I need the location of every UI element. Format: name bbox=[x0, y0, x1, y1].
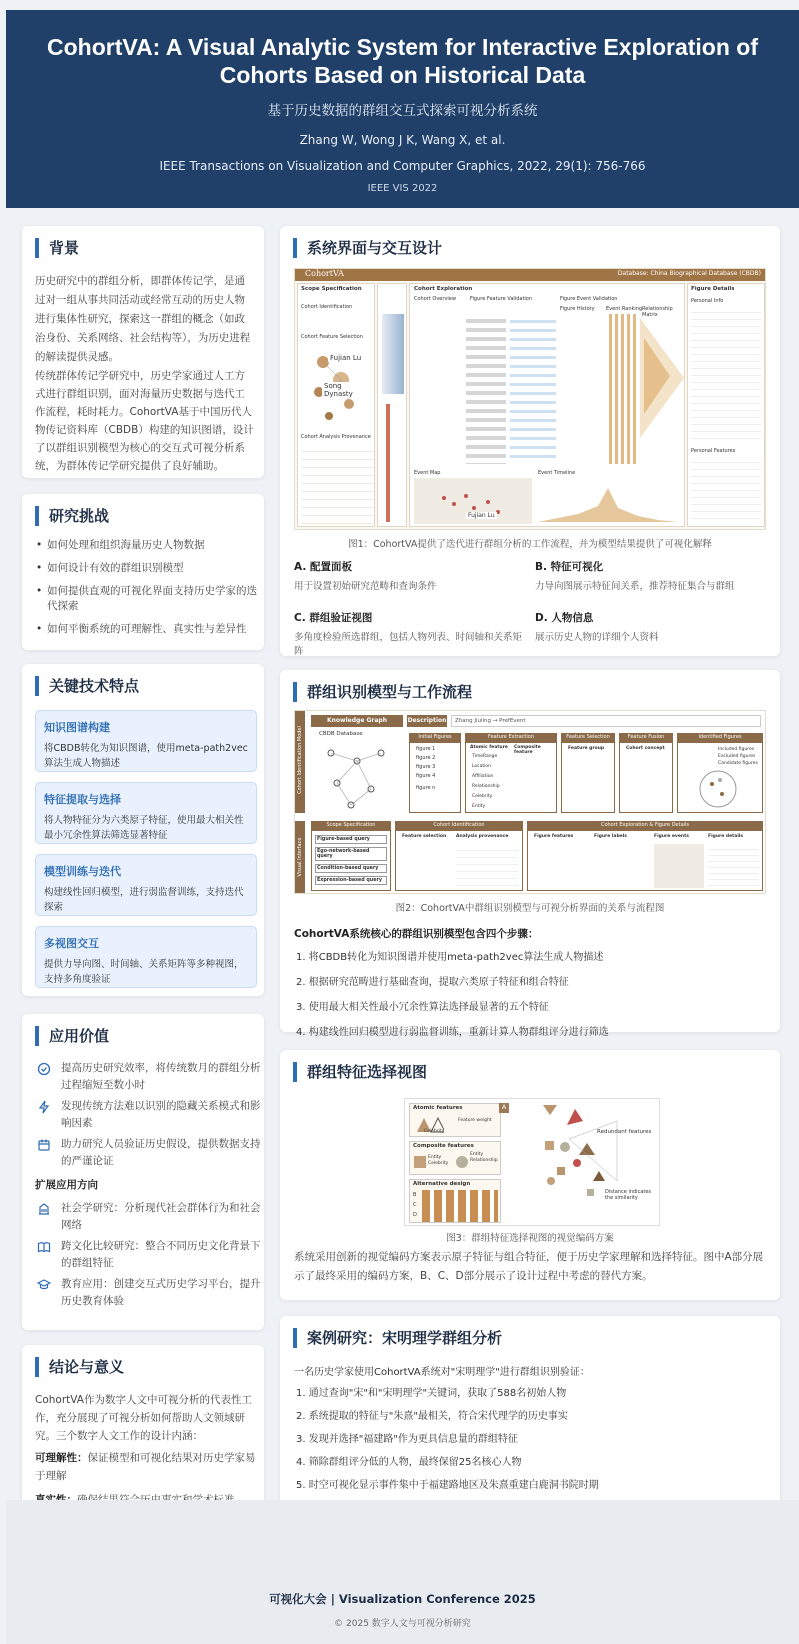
lightning-icon bbox=[37, 1100, 51, 1114]
conclusion-point: 可理解性：保证模型和可视化结果对历史学家易于理解 bbox=[35, 1452, 256, 1482]
event-timeline bbox=[538, 478, 678, 524]
workflow-figure: Cohort Identification Model Visual Interface Knowledge Graph Description Zhang Jiuling → PrefEvent CBDB Database Initial Figures figure 1 figure 2 figure 3 figure 4 figure n Feature Extraction Atomic feature Composite feature TimeRange Location Affiliation Relationship Celebrity Entity Feature Selection Feature group Feature Fusion Cohort concept Identified Figures Included figures Excluded figures Candidate figures Scope Specification Figure-based query Ego-network-based query Condition-based query Expression-based query Cohort Identification Feature selection Analysis provenance Cohort Exploration & Figure Details Figure features Figure labels Figure events Figure details bbox=[294, 710, 766, 894]
panel-c: Cohort Exploration Cohort Overview Figure Feature Validation Figure Event Validation Figure History Event Ranking Relationship Matrix Event Map Fujian Lu Event Timeline bbox=[409, 283, 685, 527]
figure-caption: 图1：CohortVA提供了迭代进行群组分析的工作流程，并为模型结果提供了可视化解释 bbox=[348, 539, 712, 550]
list-item: 3. 发现并选择"福建路"作为更具信息量的群组特征 bbox=[296, 1434, 518, 1445]
conference-name: 可视化大会 | Visualization Conference 2025 bbox=[269, 1592, 536, 1606]
interface-figure bbox=[294, 268, 766, 530]
feature-scatter bbox=[507, 1101, 657, 1225]
legend-item: C. 群组验证视图 多角度检验所选群组，包括人物列表、时间轴和关系矩阵 bbox=[294, 612, 523, 657]
feature-box bbox=[35, 710, 257, 772]
model-card bbox=[280, 670, 780, 1038]
list-item: • 如何平衡系统的可理解性、真实性与差异性 bbox=[35, 622, 257, 637]
figure-caption: 图3：群组特征选择视图的视觉编码方案 bbox=[446, 1233, 614, 1244]
building-icon bbox=[37, 1202, 51, 1216]
legend-item: B. 特征可视化 力导向图展示特征间关系，推荐特征集合与群组 bbox=[535, 561, 735, 592]
casestudy-lead: 一名历史学家使用CohortVA系统对"宋明理学"进行群组识别验证： bbox=[294, 1367, 590, 1378]
legend-item: D. 人物信息 展示历史人物的详细个人资料 bbox=[535, 612, 659, 643]
feature-box bbox=[35, 854, 257, 916]
section-title: 群组识别模型与工作流程 bbox=[293, 682, 472, 702]
feature-desc: 构建线性回归模型，进行弱监督训练，支持迭代探索 bbox=[44, 887, 244, 913]
feature-desc: 提供力导向图、时间轴、关系矩阵等多种视图，支持多角度验证 bbox=[44, 959, 244, 985]
calendar-icon bbox=[37, 1138, 51, 1152]
poster-title: CohortVA: A Visual Analytic System for Interactive Exploration of Cohorts Based on Historical Data bbox=[46, 34, 758, 88]
section-title: 背景 bbox=[35, 238, 79, 258]
journal: IEEE Transactions on Visualization and Computer Graphics, 2022, 29(1): 756-766 bbox=[159, 159, 646, 173]
extension-item: 跨文化比较研究：整合不同历史文化背景下的群组特征 bbox=[35, 1238, 263, 1272]
section-title: 应用价值 bbox=[35, 1026, 109, 1046]
section-title: 案例研究：宋明理学群组分析 bbox=[293, 1328, 502, 1348]
panel-b bbox=[377, 283, 407, 527]
value-item: 提高历史研究效率，将传统数月的群组分析过程缩短至数小时 bbox=[35, 1060, 263, 1094]
panel-d: Figure Details Personal Info Personal Features bbox=[687, 283, 765, 527]
list-item: 2. 系统提取的特征与"朱熹"最相关，符合宋代理学的历史事实 bbox=[296, 1411, 568, 1422]
feature-desc: 将CBDB转化为知识图谱，使用meta-path2vec算法生成人物描述 bbox=[44, 743, 248, 769]
book-icon bbox=[37, 1240, 51, 1254]
encoding-figure: Atomic features Celebrity Feature weight Composite features Entity Celebrity Entity Relationship Alternative design B C D A Redundant features Distance indicates the similarity bbox=[404, 1098, 660, 1226]
section-title: 结论与意义 bbox=[35, 1357, 124, 1377]
challenges-card bbox=[22, 494, 264, 650]
figure-topbar: CohortVA Database: China Biographical Database (CBDB) bbox=[295, 269, 766, 281]
list-item: 1. 通过查询"宋"和"宋明理学"关键词，获取了588名初始人物 bbox=[296, 1388, 567, 1399]
list-item: 4. 筛除群组评分低的人物，最终保留25名核心人物 bbox=[296, 1457, 522, 1468]
challenges-list bbox=[35, 538, 257, 645]
conclusion-paragraph: CohortVA作为数字人文中可视分析的代表性工作，充分展现了可视分析如何帮助人文领域研究。三个数字人文工作的设计内涵： bbox=[35, 1394, 252, 1442]
feature-title: 多视图交互 bbox=[44, 937, 99, 950]
legend-item: A. 配置面板 用于设置初始研究范畴和查询条件 bbox=[294, 561, 437, 592]
feature-title: 知识图谱构建 bbox=[44, 721, 110, 734]
list-item: 3. 使用最大相关性最小冗余性算法选择最显著的五个特征 bbox=[296, 1002, 549, 1013]
extension-item: 社会学研究：分析现代社会群体行为和社会网络 bbox=[35, 1200, 263, 1234]
list-item: 4. 构建线性回归模型进行弱监督训练，重新计算人物群组评分进行筛选 bbox=[296, 1027, 609, 1038]
background-paragraph-2: 传统群体传记学研究中，历史学家通过人工方式进行群组识别，面对海量历史数据与迭代工作流程，耗时耗力。CohortVA基于中国历代人物传记资料库（CBDB）构建的知识图谱，设计了以群组识别模型为核心的交互式可视分析系统，为群体传记学研究提供了良好辅助。 bbox=[35, 370, 254, 472]
value-item: 助力研究人员验证历史假设，提供数据支持的严谨论证 bbox=[35, 1136, 263, 1170]
relationship-matrix bbox=[640, 318, 684, 438]
poster-footer bbox=[6, 1500, 799, 1644]
section-title: 关键技术特点 bbox=[35, 676, 139, 696]
graduation-icon bbox=[37, 1278, 51, 1292]
list-item: • 如何设计有效的群组识别模型 bbox=[35, 561, 257, 576]
feature-title: 模型训练与迭代 bbox=[44, 865, 121, 878]
panel-a: Scope Specification Cohort Identification Cohort Feature Selection Cohort Analysis Provenance Fujian Lu Song Dynasty bbox=[297, 283, 375, 527]
feature-desc: 将人物特征分为六类原子特征，使用最大相关性最小冗余性算法筛选显著特征 bbox=[44, 815, 244, 841]
section-title: 研究挑战 bbox=[35, 506, 109, 526]
model-steps bbox=[294, 950, 766, 1050]
section-title: 系统界面与交互设计 bbox=[293, 238, 442, 258]
figure-caption: 图2：CohortVA中群组识别模型与可视分析界面的关系与流程图 bbox=[395, 903, 665, 914]
value-item: 发现传统方法难以识别的隐藏关系模式和影响因素 bbox=[35, 1098, 263, 1132]
feature-box bbox=[35, 782, 257, 844]
venue: IEEE VIS 2022 bbox=[367, 183, 438, 194]
extension-title: 扩展应用方向 bbox=[35, 1179, 98, 1191]
list-item: 2. 根据研究范畴进行基础查询，提取六类原子特征和组合特征 bbox=[296, 977, 569, 988]
authors: Zhang W, Wong J K, Wang X, et al. bbox=[299, 133, 506, 147]
feature-title: 特征提取与选择 bbox=[44, 793, 121, 806]
clock-check-icon bbox=[37, 1062, 51, 1076]
copyright: © 2025 数字人文与可视分析研究 bbox=[334, 1619, 471, 1629]
background-card bbox=[22, 226, 264, 478]
list-item: 5. 时空可视化显示事件集中于福建路地区及朱熹重建白鹿洞书院时期 bbox=[296, 1480, 599, 1491]
background-paragraph-1: 历史研究中的群组分析，即群体传记学，是通过对一组从事共同活动或经常互动的历史人物进行集体性研究，探索这一群组的概念（如政治身份、关系网络、社会结构等），为历史进程的解读提供灵感。 bbox=[35, 275, 251, 363]
poster-subtitle: 基于历史数据的群组交互式探索可视分析系统 bbox=[267, 103, 538, 119]
section-title: 群组特征选择视图 bbox=[293, 1062, 427, 1082]
featureview-card bbox=[280, 1050, 780, 1300]
knowledge-graph bbox=[311, 739, 401, 815]
extension-item: 教育应用：创建交互式历史学习平台，提升历史教育体验 bbox=[35, 1276, 263, 1310]
list-item: 1. 将CBDB转化为知识图谱并使用meta-path2vec算法生成人物描述 bbox=[296, 952, 604, 963]
list-item: • 如何提供直观的可视化界面支持历史学家的迭代探索 bbox=[35, 584, 257, 614]
features-card bbox=[22, 664, 264, 996]
model-lead: CohortVA系统核心的群组识别模型包含四个步骤： bbox=[294, 928, 539, 940]
poster-header bbox=[6, 10, 799, 208]
interface-card bbox=[280, 226, 780, 656]
feature-box bbox=[35, 926, 257, 988]
list-item: • 如何处理和组织海量历史人物数据 bbox=[35, 538, 257, 553]
value-card bbox=[22, 1014, 264, 1330]
featureview-paragraph: 系统采用创新的视觉编码方案表示原子特征与组合特征，便于历史学家理解和选择特征。图中A部分展示了最终采用的编码方案，B、C、D部分展示了设计过程中考虑的替代方案。 bbox=[294, 1251, 764, 1282]
